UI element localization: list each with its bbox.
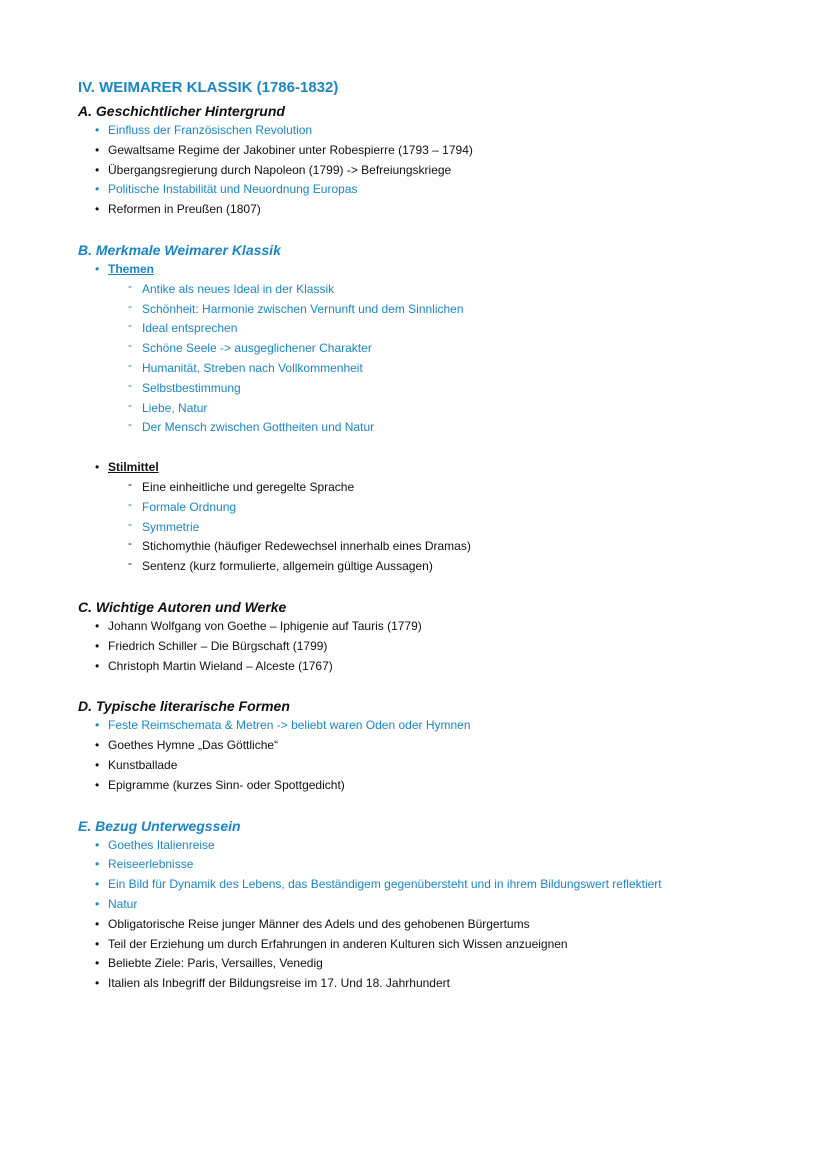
section-c-heading: C. Wichtige Autoren und Werke [78, 598, 287, 615]
list-item: • Obligatorische Reise junger Männer des Adels und des gehobenen Bürgertums [78, 915, 798, 935]
list-item: - Sentenz (kurz formulierte, allgemein gültige Aussagen) [78, 557, 798, 577]
list-item: • Gewaltsame Regime der Jakobiner unter Robespierre (1793 – 1794) [78, 141, 798, 161]
list-item: • Goethes Italienreise [78, 836, 798, 856]
section-a-heading: A. Geschichtlicher Hintergrund [78, 103, 285, 119]
list-item: • Politische Instabilität und Neuordnung Europas [78, 180, 798, 200]
list-item: • Johann Wolfgang von Goethe – Iphigenie auf Tauris (1779) [78, 617, 798, 637]
list-item: - Der Mensch zwischen Gottheiten und Natur [78, 418, 798, 438]
document-page [78, 78, 798, 994]
list-item: • Reiseerlebnisse [78, 855, 798, 875]
list-item: - Humanität, Streben nach Vollkommenheit [78, 359, 798, 379]
list-item: - Eine einheitliche und geregelte Sprache [78, 478, 798, 498]
list-item: - Liebe, Natur [78, 399, 798, 419]
themen-label: Themen [108, 261, 155, 276]
section-d-list [78, 716, 798, 795]
section-e-heading: E. Bezug Unterwegssein [78, 817, 241, 834]
section-b-stilmittel-list [78, 458, 798, 577]
section-b-themen-list [78, 260, 798, 438]
list-item: • Übergangsregierung durch Napoleon (1799) -> Befreiungskriege [78, 161, 798, 181]
page-title: IV. WEIMARER KLASSIK (1786-1832) [78, 79, 339, 96]
list-item: • Friedrich Schiller – Die Bürgschaft (1799) [78, 637, 798, 657]
section-a-list [78, 121, 798, 220]
list-item: - Schönheit: Harmonie zwischen Vernunft und dem Sinnlichen [78, 300, 798, 320]
list-item: • Italien als Inbegriff der Bildungsreise im 17. Und 18. Jahrhundert [78, 974, 798, 994]
section-e-list [78, 836, 798, 994]
list-item: - Antike als neues Ideal in der Klassik [78, 280, 798, 300]
list-item: - Symmetrie [78, 518, 798, 538]
list-item: • Ein Bild für Dynamik des Lebens, das Beständigem gegenübersteht und in ihrem Bildungswert reflektiert [78, 875, 798, 895]
list-item: - Schöne Seele -> ausgeglichener Charakter [78, 339, 798, 359]
section-b-heading: B. Merkmale Weimarer Klassik [78, 241, 281, 258]
themen-label-item [78, 260, 798, 280]
list-item: - Stichomythie (häufiger Redewechsel innerhalb eines Dramas) [78, 537, 798, 557]
list-item: - Selbstbestimmung [78, 379, 798, 399]
list-item: • Epigramme (kurzes Sinn- oder Spottgedicht) [78, 776, 798, 796]
list-item: - Formale Ordnung [78, 498, 798, 518]
list-item: - Ideal entsprechen [78, 319, 798, 339]
section-d-heading: D. Typische literarische Formen [78, 698, 290, 715]
list-item: • Natur [78, 895, 798, 915]
list-item: • Reformen in Preußen (1807) [78, 200, 798, 220]
stilmittel-label-item [78, 458, 798, 478]
list-item: • Beliebte Ziele: Paris, Versailles, Venedig [78, 954, 798, 974]
list-item: • Feste Reimschemata & Metren -> beliebt waren Oden oder Hymnen [78, 716, 798, 736]
stilmittel-label: Stilmittel [108, 460, 159, 475]
list-item: • Teil der Erziehung um durch Erfahrungen in anderen Kulturen sich Wissen anzueignen [78, 935, 798, 955]
list-item: • Kunstballade [78, 756, 798, 776]
list-item: • Christoph Martin Wieland – Alceste (1767) [78, 657, 798, 677]
list-item: • Einfluss der Französischen Revolution [78, 121, 798, 141]
section-c-list [78, 617, 798, 676]
list-item: • Goethes Hymne „Das Göttliche“ [78, 736, 798, 756]
